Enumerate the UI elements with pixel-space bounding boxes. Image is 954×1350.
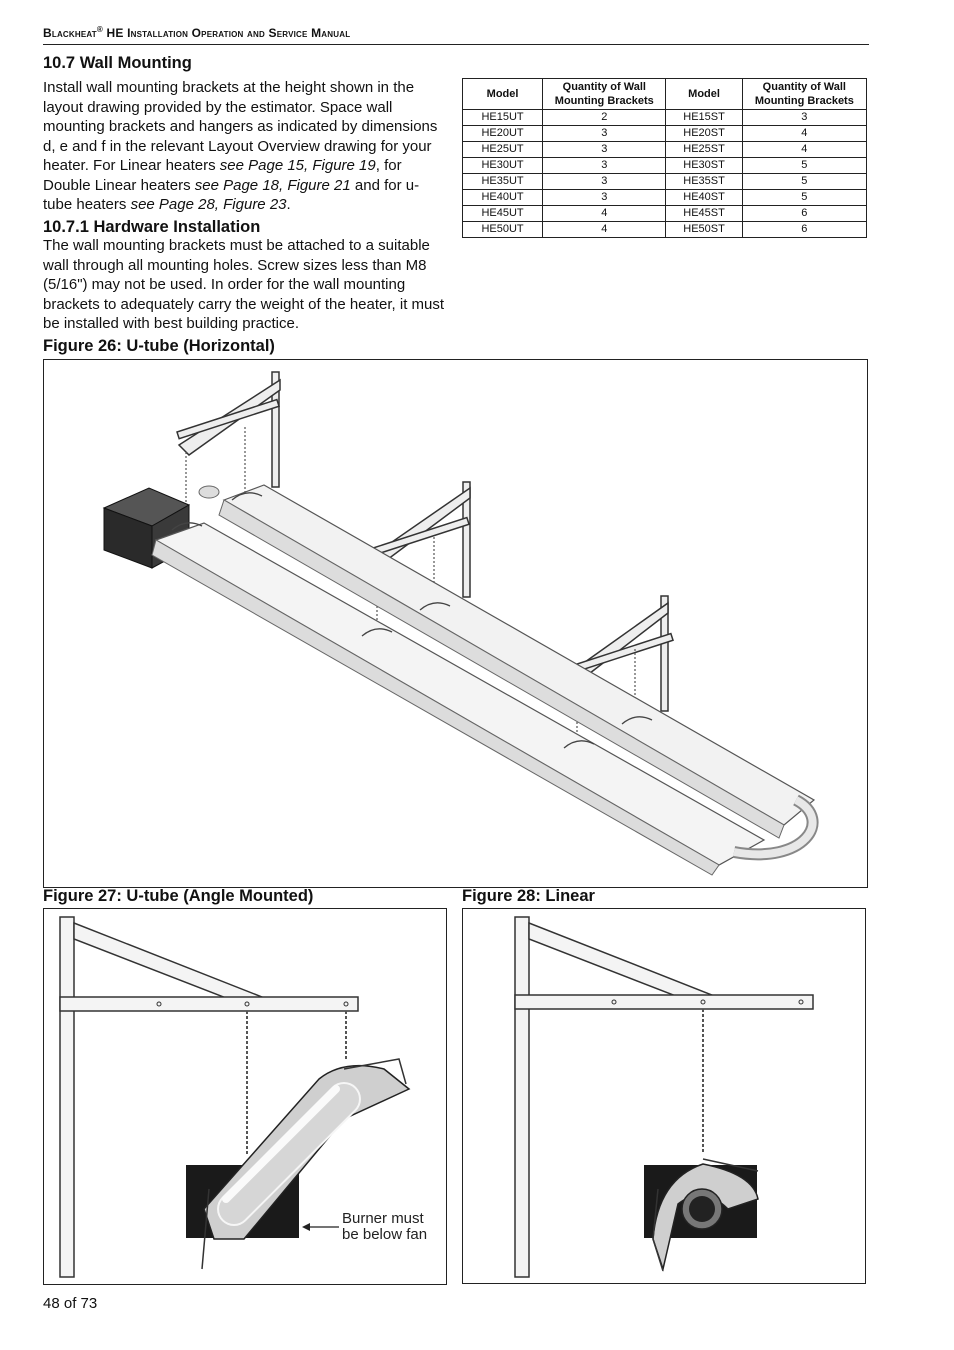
col-header-quantity: Quantity of Wall Mounting Brackets xyxy=(543,79,666,110)
figure-26-caption: Figure 26: U-tube (Horizontal) xyxy=(43,337,275,355)
ref-linear: see Page 15, Figure 19 xyxy=(219,157,376,174)
table-cell-model: HE35ST xyxy=(666,174,742,190)
col-header-model: Model xyxy=(666,79,742,110)
figure-28-caption: Figure 28: Linear xyxy=(462,887,595,905)
linear-illustration xyxy=(463,909,864,1282)
table-cell-quantity: 4 xyxy=(742,126,866,142)
wall-mounting-paragraph xyxy=(43,78,447,215)
table-cell-quantity: 6 xyxy=(742,222,866,238)
table-cell-model: HE35UT xyxy=(463,174,543,190)
manual-header xyxy=(43,25,869,45)
section-heading-hardware-installation: 10.7.1 Hardware Installation xyxy=(43,218,261,236)
table-row xyxy=(463,190,867,206)
table-row xyxy=(463,206,867,222)
table-cell-model: HE25ST xyxy=(666,142,742,158)
table-cell-model: HE40UT xyxy=(463,190,543,206)
table-row xyxy=(463,110,867,126)
table-cell-model: HE50ST xyxy=(666,222,742,238)
col-header-model: Model xyxy=(463,79,543,110)
table-cell-quantity: 3 xyxy=(543,158,666,174)
table-cell-quantity: 3 xyxy=(742,110,866,126)
table-cell-quantity: 3 xyxy=(543,190,666,206)
table-cell-quantity: 3 xyxy=(543,174,666,190)
wall-mounting-text-b: , for Double Linear heaters xyxy=(43,157,402,194)
table-row xyxy=(463,126,867,142)
figure-27-frame xyxy=(43,908,447,1285)
table-cell-quantity: 3 xyxy=(543,126,666,142)
table-cell-model: HE20UT xyxy=(463,126,543,142)
figure-28-frame xyxy=(462,908,866,1284)
utube-angle-mounted-illustration xyxy=(44,909,445,1283)
table-cell-model: HE25UT xyxy=(463,142,543,158)
table-cell-model: HE45UT xyxy=(463,206,543,222)
ref-double-linear: see Page 18, Figure 21 xyxy=(194,176,351,194)
table-cell-model: HE40ST xyxy=(666,190,742,206)
utube-horizontal-illustration xyxy=(44,360,866,886)
figure-27-caption: Figure 27: U-tube (Angle Mounted) xyxy=(43,887,314,905)
table-cell-model: HE50UT xyxy=(463,222,543,238)
table-row xyxy=(463,174,867,190)
table-cell-model: HE20ST xyxy=(666,126,742,142)
table-cell-quantity: 5 xyxy=(742,158,866,174)
table-row xyxy=(463,142,867,158)
burner-note-line2: be below fan xyxy=(342,1226,428,1243)
table-row xyxy=(463,158,867,174)
wall-mounting-text-c: and for u-tube heaters xyxy=(43,176,420,213)
registered-mark: ® xyxy=(96,25,103,34)
table-row xyxy=(463,222,867,238)
table-cell-quantity: 5 xyxy=(742,174,866,190)
burner-note-line1: Burner must xyxy=(342,1210,424,1227)
wall-mounting-text-a: Install wall mounting brackets at the height shown in the layout drawing provided by the estimator. Space wall mounting brackets and hangers as indicated by dimensions d, e and f in the relevant Layout Overview drawing for your heater. For Linear heaters xyxy=(43,79,438,174)
table-cell-quantity: 6 xyxy=(742,206,866,222)
table-cell-quantity: 2 xyxy=(543,110,666,126)
table-cell-quantity: 4 xyxy=(543,222,666,238)
hardware-installation-paragraph: The wall mounting brackets must be attached to a suitable wall through all mounting holes. Screw sizes less than M8 (5/16") may not be used. In order for the wall mounting brackets to adequately carry the weight of the heater, it must be installed with best building practice. xyxy=(43,237,445,332)
page-number: 48 of 73 xyxy=(43,1295,98,1312)
table-cell-model: HE15ST xyxy=(666,110,742,126)
table-cell-model: HE15UT xyxy=(463,110,543,126)
bracket-quantity-table xyxy=(462,78,867,238)
figure-26-frame xyxy=(43,359,868,888)
manual-title-rest: HE Installation Operation and Service Manual xyxy=(102,26,351,40)
table-cell-quantity: 5 xyxy=(742,190,866,206)
table-cell-model: HE30UT xyxy=(463,158,543,174)
ref-utube: see Page 28, Figure 23 xyxy=(130,196,287,213)
col-header-quantity: Quantity of Wall Mounting Brackets xyxy=(742,79,866,110)
manual-title-brand: Blackheat xyxy=(43,26,97,40)
section-heading-wall-mounting: 10.7 Wall Mounting xyxy=(43,54,192,72)
wall-mounting-text-d: . xyxy=(286,196,291,213)
table-cell-model: HE45ST xyxy=(666,206,742,222)
table-cell-quantity: 4 xyxy=(742,142,866,158)
table-cell-quantity: 3 xyxy=(543,142,666,158)
table-cell-model: HE30ST xyxy=(666,158,742,174)
table-header-row xyxy=(463,79,867,110)
table-cell-quantity: 4 xyxy=(543,206,666,222)
